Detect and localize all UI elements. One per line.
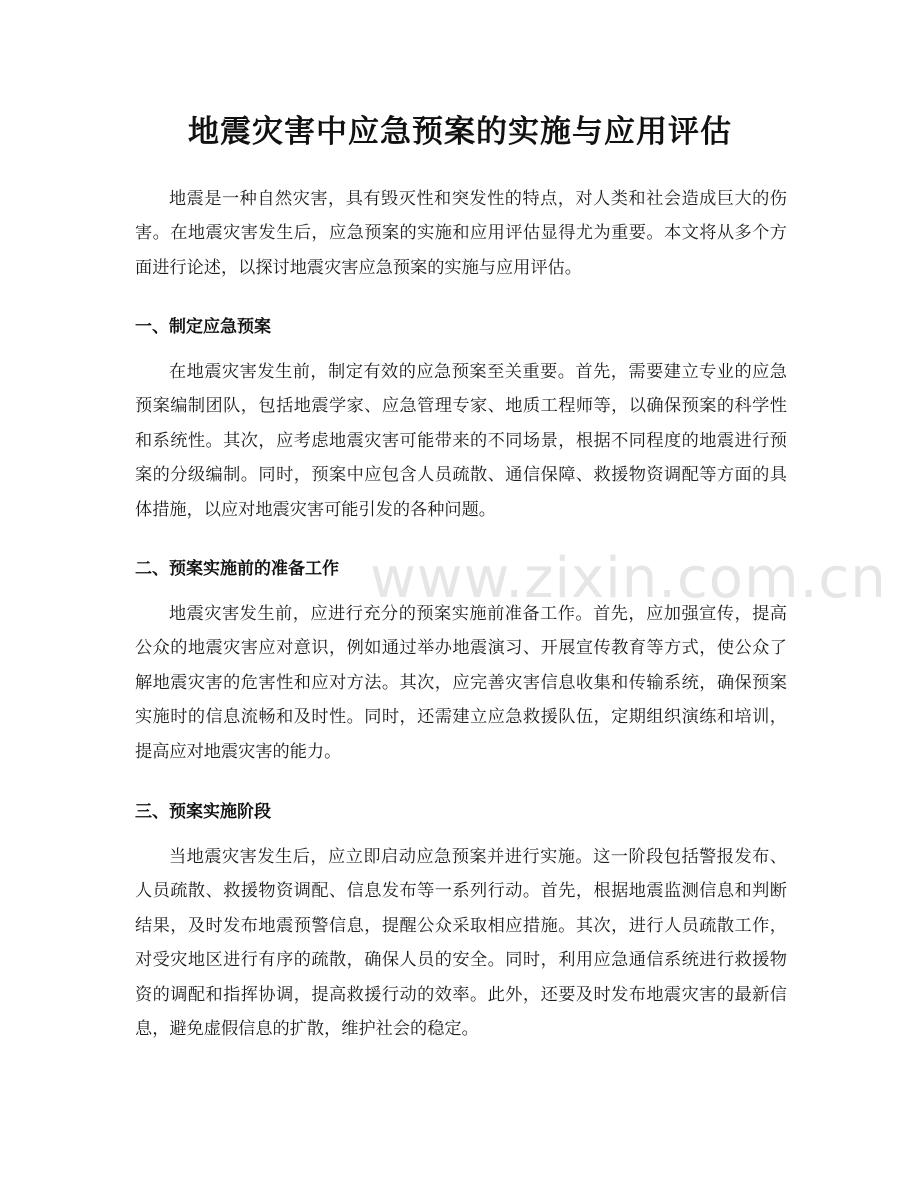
- section-body-2: 地震灾害发生前，应进行充分的预案实施前准备工作。首先，应加强宣传，提高公众的地震灾害应对意识，例如通过举办地震演习、开展宣传教育等方式，使公众了解地震灾害的危害性和应对方法。其次，应完善灾害信息收集和传输系统，确保预案实施时的信息流畅和及时性。同时，还需建立应急救援队伍，定期组织演练和培训，提高应对地震灾害的能力。: [135, 604, 787, 762]
- document-title: 地震灾害中应急预案的实施与应用评估: [188, 114, 732, 150]
- section-heading-3: 三、预案实施阶段: [135, 802, 271, 822]
- watermark-text: www.zixin.com.cn: [370, 546, 887, 611]
- section-body-3: 当地震灾害发生后，应立即启动应急预案并进行实施。这一阶段包括警报发布、人员疏散、救援物资调配、信息发布等一系列行动。首先，根据地震监测信息和判断结果，及时发布地震预警信息，提醒公众采取相应措施。其次，进行人员疏散工作，对受灾地区进行有序的疏散，确保人员的安全。同时，利用应急通信系统进行救援物资的调配和指挥协调，提高救援行动的效率。此外，还要及时发布地震灾害的最新信息，避免虚假信息的扩散，维护社会的稳定。: [135, 847, 787, 1040]
- section-heading-2: 二、预案实施前的准备工作: [135, 559, 339, 579]
- section-body-1: 在地震灾害发生前，制定有效的应急预案至关重要。首先，需要建立专业的应急预案编制团队，包括地震学家、应急管理专家、地质工程师等，以确保预案的科学性和系统性。其次，应考虑地震灾害可能带来的不同场景，根据不同程度的地震进行预案的分级编制。同时，预案中应包含人员疏散、通信保障、救援物资调配等方面的具体措施，以应对地震灾害可能引发的各种问题。: [135, 362, 787, 520]
- section-heading-1: 一、制定应急预案: [135, 317, 271, 337]
- intro-paragraph: 地震是一种自然灾害，具有毁灭性和突发性的特点，对人类和社会造成巨大的伤害。在地震灾害发生后，应急预案的实施和应用评估显得尤为重要。本文将从多个方面进行论述，以探讨地震灾害应急预案的实施与应用评估。: [135, 189, 787, 278]
